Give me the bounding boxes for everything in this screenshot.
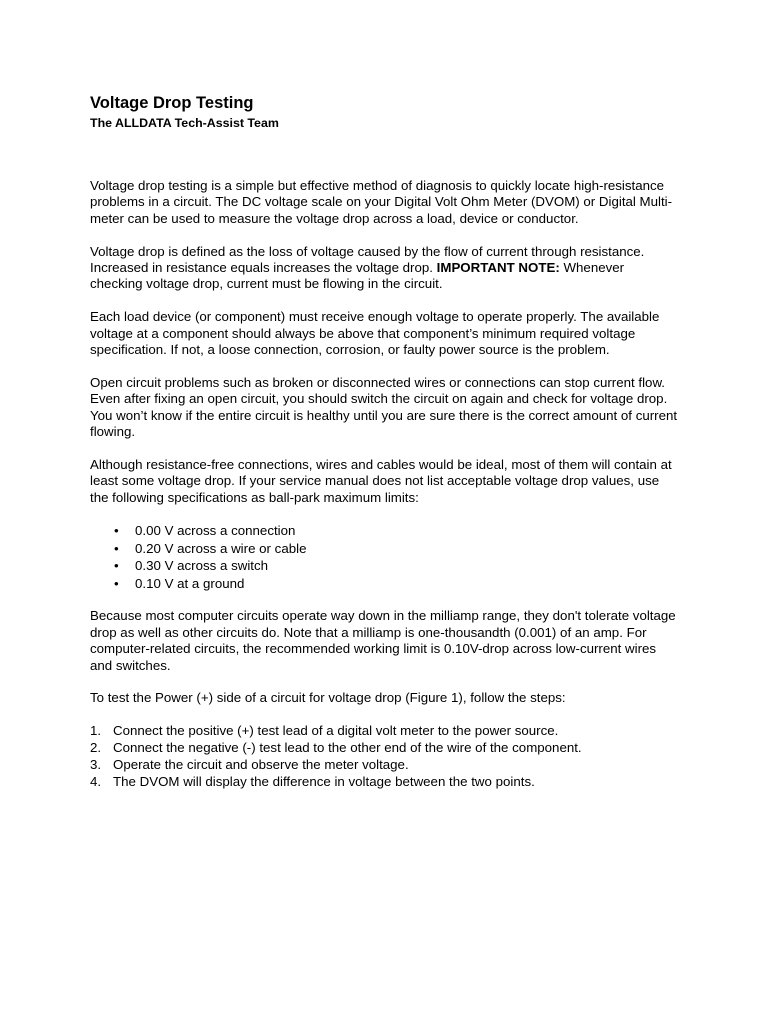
document-page: [90, 92, 680, 790]
paragraph-steps-intro: To test the Power (+) side of a circuit for voltage drop (Figure 1), follow the steps:: [90, 690, 566, 706]
step-item: [90, 723, 680, 740]
step-text: Connect the positive (+) test lead of a digital volt meter to the power source.: [113, 723, 559, 739]
list-item-text: 0.20 V across a wire or cable: [135, 540, 307, 556]
list-item-text: 0.30 V across a switch: [135, 558, 269, 574]
step-text: The DVOM will display the difference in voltage between the two points.: [113, 773, 535, 789]
bullet-icon: •: [114, 558, 119, 574]
list-item: [90, 522, 680, 539]
step-text: Connect the negative (-) test lead to the other end of the wire of the component.: [113, 740, 582, 756]
step-number: 4.: [90, 773, 102, 789]
paragraph-limits-intro: Although resistance-free connections, wires and cables would be ideal, most of them will contain at least some voltage drop. If your service manual does not list acceptable voltage drop values, use the following specifications as ball-park maximum limits:: [90, 456, 672, 505]
list-item: [90, 557, 680, 574]
step-item: [90, 774, 680, 791]
paragraph-load-device: Each load device (or component) must receive enough voltage to operate properly. The available voltage at a component should always be above that component’s minimum required voltage specification. If not, a loose connection, corrosion, or faulty power source is the problem.: [90, 309, 660, 358]
paragraph-definition: [90, 244, 680, 293]
list-item: [90, 540, 680, 557]
list-item-text: 0.10 V at a ground: [135, 575, 245, 591]
paragraph-computer-circuits: Because most computer circuits operate way down in the milliamp range, they don't tolerate voltage drop as well as other circuits do. Note that a milliamp is one-thousandth (0.001) of an amp. For computer-related circuits, the recommended working limit is 0.10V-drop across low-current wires and switches.: [90, 608, 676, 673]
steps-list: [90, 723, 680, 790]
important-note-text: Whenever checking voltage drop, current must be flowing in the circuit.: [90, 260, 625, 292]
step-item: [90, 757, 680, 774]
bullet-icon: •: [114, 575, 119, 591]
step-number: 2.: [90, 740, 102, 756]
step-item: [90, 740, 680, 757]
definition-text: Voltage drop is defined as the loss of voltage caused by the flow of current through resistance. Increased in resistance equals increases the voltage drop.: [90, 243, 645, 276]
bullet-icon: •: [114, 540, 119, 556]
step-text: Operate the circuit and observe the meter voltage.: [113, 756, 409, 772]
limits-list: [90, 522, 680, 592]
document-title: Voltage Drop Testing: [90, 94, 254, 112]
important-note-label: IMPORTANT NOTE:: [436, 260, 560, 276]
bullet-icon: •: [114, 523, 119, 539]
paragraph-intro: Voltage drop testing is a simple but effective method of diagnosis to quickly locate high-resistance problems in a circuit. The DC voltage scale on your Digital Volt Ohm Meter (DVOM) or Digital Multi-meter can be used to measure the voltage drop across a load, device or conductor.: [90, 178, 673, 226]
document-author: The ALLDATA Tech-Assist Team: [90, 116, 279, 130]
paragraph-open-circuit: Open circuit problems such as broken or disconnected wires or connections can stop current flow. Even after fixing an open circuit, you should switch the circuit on again and check for voltage drop. You won’t know if the entire circuit is healthy until you are sure there is the correct amount of current flowing.: [90, 374, 678, 440]
step-number: 3.: [90, 756, 102, 772]
step-number: 1.: [90, 723, 102, 739]
list-item: [90, 575, 680, 592]
list-item-text: 0.00 V across a connection: [135, 523, 296, 539]
